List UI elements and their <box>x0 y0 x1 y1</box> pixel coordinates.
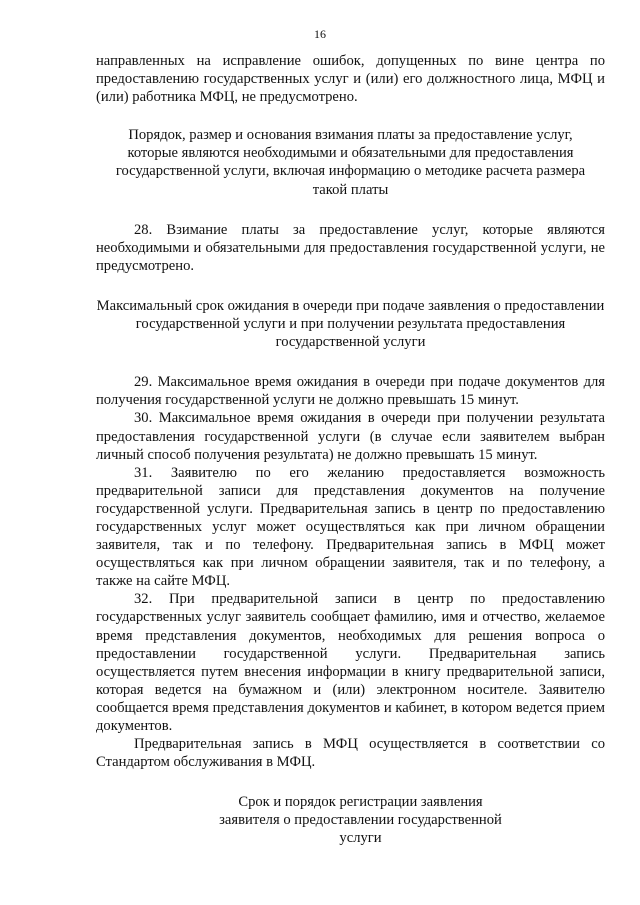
paragraph-30: 30. Максимальное время ожидания в очереди при получении результата предоставления государственной услуги (в случае если заявителем выбран личный способ получения результата) не должно превышать 15 минут. <box>96 410 605 463</box>
page-number: 16 <box>314 27 326 41</box>
section-heading-queue-time: Максимальный срок ожидания в очереди при подаче заявления о предоставлении государственной услуги и при получении результата предоставления государственной услуги <box>96 297 605 351</box>
section-heading-fee-order: Порядок, размер и основания взимания платы за предоставление услуг, которые являются необходимыми и обязательными для предоставления государственной услуги, включая информацию о методике расчета размера такой платы <box>115 127 586 198</box>
paragraph-32: 32. При предварительной записи в центр по предоставлению государственных услуг заявитель сообщает фамилию, имя и отчество, желаемое время представления документов, необходимых для решения вопроса о предоставлении государственной услуги. Предварительная запись осуществляется путем внесения информации в книгу предварительной записи, которая ведется на бумажном и (или) электронном носителе. Заявителю сообщается время представления документов и кабинет, в котором ведется прием документов. <box>96 591 605 734</box>
paragraph-mfc-prebooking: Предварительная запись в МФЦ осуществляется в соответствии со Стандартом обслуживания в МФЦ. <box>96 736 605 771</box>
paragraph-28: 28. Взимание платы за предоставление услуг, которые являются необходимыми и обязательными для предоставления государственной услуги, не предусмотрено. <box>96 221 605 274</box>
paragraph-29: 29. Максимальное время ожидания в очереди при подаче документов для получения государственной услуги не должно превышать 15 минут. <box>96 374 605 409</box>
paragraph-fee-corrections: направленных на исправление ошибок, допущенных по вине центра по предоставлению государственных услуг и (или) его должностного лица, МФЦ и (или) работника МФЦ, не предусмотрено. <box>96 53 605 106</box>
paragraph-31: 31. Заявителю по его желанию предоставляется возможность предварительной записи для представления документов на получение государственной услуги. Предварительная запись в центр по предоставлению государственных услуг может осуществляться как при личном обращении заявителя, так и по телефону. Предварительная запись в МФЦ может осуществляться как при личном обращении заявителя, так и по телефону, а также на сайте МФЦ. <box>96 464 605 590</box>
page-content <box>96 52 605 848</box>
section-heading-registration: Срок и порядок регистрации заявления заявителя о предоставлении государственной услуги <box>219 794 502 847</box>
